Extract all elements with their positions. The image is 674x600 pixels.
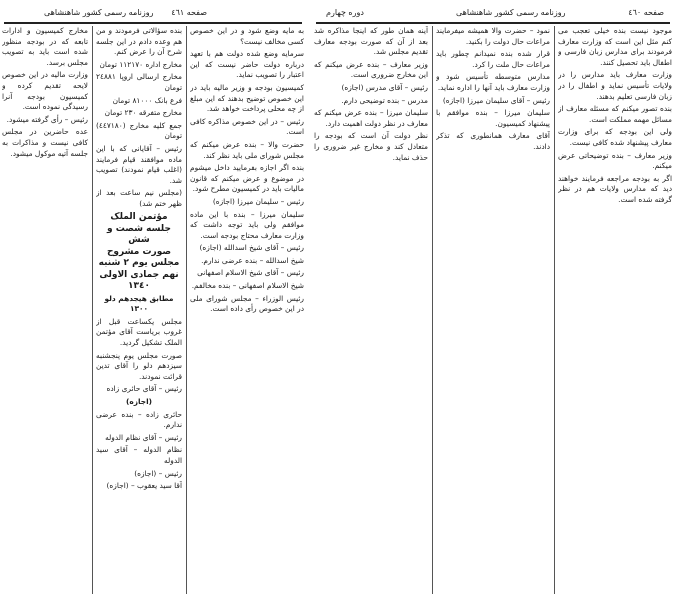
paragraph: نظام الدوله – آقای سید الدوله (96, 445, 182, 465)
paragraph: سرمایه وضع شده دولت هم با تعهد درباره دولت حاضر نیست که این اعتبار را تصویب نماید. (190, 49, 304, 80)
page-number: صفحه ٤٦٠ (628, 8, 664, 17)
paragraph: مجلس یکساعت قبل از غروب بریاست آقای مؤتمن الملک تشکیل گردید. (96, 316, 182, 348)
paragraph: (مجلس نیم ساعت بعد از ظهر ختم شد) (96, 188, 182, 208)
paragraph: جلسه شصت و شش (107, 224, 171, 245)
column-left (2, 26, 88, 596)
paragraph: کمیسیون بودجه و وزیر مالیه باید در این خصوص توضیح بدهند که این مبلغ از چه محلی پرداخت خواهد شد. (190, 82, 304, 114)
column-right (190, 26, 304, 596)
newspaper-title: روزنامه رسمی کشور شاهنشاهی (456, 8, 566, 17)
paragraph: صورت مجلس یوم پنجشنبه سیزدهم دلو را آقای تدین قرائت نمودند. (96, 350, 182, 381)
paragraph: رئیس – آقای شیخ الاسلام اصفهانی (197, 268, 304, 278)
paragraph: عده حاضرین در مجلس کافی نیست و مذاکرات به جلسه آتیه موکول میشود. (2, 127, 88, 158)
paragraph: جمع کلیه مخارج (٤٤٧١٨٠) تومان (96, 120, 182, 141)
paragraph: مخارج ارسالی اروپا ٢٤٨٨١ تومان (96, 72, 182, 92)
paragraph: آقای معارف همانطوری که تذکر دادند. (436, 131, 550, 151)
page-header (4, 6, 302, 24)
paragraph: سلیمان میرزا – بنده با این ماده موافقم ولی باید توجه داشت که وزارت معارف محتاج بودجه است. (190, 209, 304, 240)
paragraph: حائری زاده – بنده عرضی ندارم. (96, 409, 182, 430)
paragraph: وزارت معارف باید مدارس را در ولایات تأسیس نماید و اطفال را در زبان فارسی تعلیم بدهند. (558, 70, 672, 101)
right-page (312, 0, 674, 600)
paragraph: وزارت مالیه در این خصوص لایحه تقدیم کرده و کمیسیون بودجه آنرا رسیدگی نموده است. (2, 70, 88, 112)
paragraph: نهم جمادی الاولی ١٣٤٠ (99, 270, 179, 292)
paragraph: رئیس – آقای نظام الدوله (105, 432, 182, 442)
paragraph: صورت مشروح مجلس یوم ٢ شنبه (98, 247, 180, 268)
column-divider (554, 26, 555, 594)
paragraph: حضرت والا – بنده عرض میکنم که مجلس شورای ملی باید نظر کند. (190, 139, 304, 160)
paragraph: مطابق هیجدهم دلو ١٣٠٠ (104, 293, 174, 314)
column-middle (436, 26, 550, 596)
paragraph: آقا سید یعقوب – (اجازه) (106, 481, 182, 491)
session-label: دوره چهارم (326, 8, 364, 17)
column-middle (96, 26, 182, 596)
paragraph: رئیس – آقای سلیمان میرزا (اجازه) (442, 95, 550, 105)
paragraph: رئیس – آقایانی که با این ماده موافقند قیام فرمایند (اغلب قیام نمودند) تصویب شد. (96, 143, 182, 185)
paragraph: نظر دولت آن است که بودجه را متعادل کند و مخارج غیر ضروری را حذف نماید. (314, 131, 428, 162)
paragraph: بنده اگر اجازه بفرمایید داخل میشوم در موضوع و عرض میکنم که قانون مالیات باید در کمیسیون مطرح شود. (190, 163, 304, 194)
column-divider (186, 26, 187, 594)
paragraph: ولی این بودجه که برای وزارت معارف پیشنهاد شده کافی نیست. (558, 127, 672, 147)
paragraph: قرار شده بنده نمیدانم چطور باید مراعات حال ملت را کرد. (436, 49, 550, 69)
page-header (316, 6, 670, 24)
paragraph: مخارج کمیسیون و ادارات تابعه که در بودجه منظور شده است باید به تصویب مجلس برسد. (2, 26, 88, 67)
column-left (314, 26, 428, 596)
column-divider (432, 26, 433, 594)
paragraph: فرع بانک ٨١٠٠٠ تومان (112, 95, 182, 105)
paragraph: رئیس – رأی گرفته میشود. (6, 114, 88, 124)
paragraph: به مایه وضع شود و در این خصوص کسی مخالف نیست؟ (190, 26, 304, 46)
paragraph: (اجازه) (125, 397, 152, 406)
column-right (558, 26, 672, 596)
paragraph: رئیس – سلیمان میرزا (اجازه) (212, 196, 304, 206)
paragraph: مؤتمن الملک (110, 211, 168, 222)
paragraph: مدارس متوسطه تأسیس شود و وزارت معارف باید آنها را اداره نماید. (436, 72, 550, 92)
paragraph: نمود – حضرت والا همیشه میفرمایند مراعات حال دولت را بکنید. (436, 26, 550, 46)
paragraph: بنده سؤالاتی فرمودند و من هم وعده دادم در این جلسه شرح آن را عرض کنم. (96, 26, 182, 57)
paragraph: رئیس – آقای حائری زاده (106, 384, 182, 394)
paragraph: رئیس – (اجازه) (134, 468, 182, 478)
paragraph: رئیس – در این خصوص مذاکره کافی است. (190, 116, 304, 137)
paragraph: رئیس – آقای شیخ اسدالله (اجازه) (199, 243, 304, 253)
paragraph: سلیمان میرزا – بنده عرض میکنم که معارف در نظر دولت اهمیت دارد. (314, 108, 428, 128)
page-number: صفحه ٤٦١ (171, 8, 207, 17)
paragraph: وزیر معارف – بنده توضیحاتی عرض میکنم. (558, 150, 672, 171)
paragraph: مخارج اداره ١١٢١٧٠ تومان (99, 59, 182, 69)
paragraph: شیخ الاسلام اصفهانی – بنده مخالفم. (191, 281, 304, 291)
paragraph: موجود نیست بنده خیلی تعجب می کنم مثل این است که وزارت معارف فرمودند برای مدارس زبان فارسی و اطفال باید تحصیل کنند. (558, 26, 672, 67)
paragraph: وزیر معارف – بنده عرض میکنم که این مخارج ضروری است. (314, 59, 428, 80)
paragraph: اگر به بودجه مراجعه فرمایند خواهند دید که مدارس ولایات هم در نظر گرفته شده است. (558, 173, 672, 204)
paragraph: رئیس – آقای مدرس (اجازه) (341, 82, 428, 92)
newspaper-title: روزنامه رسمی کشور شاهنشاهی (44, 8, 154, 17)
paragraph: بنده تصور میکنم که مسئله معارف از مسائل مهمه مملکت است. (558, 104, 672, 124)
paragraph: مدرس – بنده توضیحی دارم. (341, 95, 428, 105)
left-page (0, 0, 306, 600)
paragraph: رئیس الوزراء – مجلس شورای ملی در این خصوص رأی داده است. (190, 293, 304, 314)
column-divider (92, 26, 93, 594)
paragraph: مخارج متفرقه ٢٣٠ تومان (104, 108, 182, 118)
paragraph: آینه همان طور که اینجا مذاکره شد بعد از آن که صورت بودجه معارف تقدیم مجلس شد. (314, 26, 428, 57)
paragraph: سلیمان میرزا – بنده موافقم با پیشنهاد کمیسیون. (436, 108, 550, 128)
paragraph: شیخ اسدالله – بنده عرضی ندارم. (201, 255, 304, 265)
